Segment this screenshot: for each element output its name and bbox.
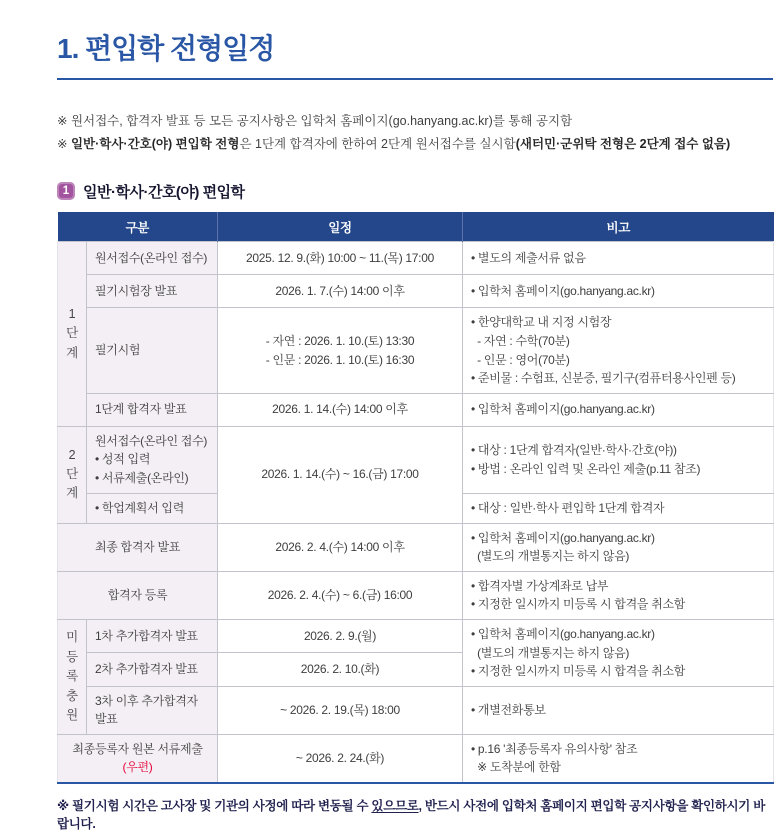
row-label: 3차 이후 추가합격자 발표 [87, 686, 218, 734]
row-remarks: • p.16 '최종등록자 유의사항' 참조 ※ 도착분에 한함 [463, 734, 774, 783]
col-header-schedule: 일정 [218, 212, 463, 242]
schedule-lines: - 자연 : 2026. 1. 10.(토) 13:30 - 인문 : 2026. 1. 10.(토) 16:30 [265, 333, 415, 367]
row-label: 최종 합격자 발표 [58, 523, 218, 571]
col-header-category: 구분 [58, 212, 218, 242]
section-number-badge: 1 [57, 182, 75, 200]
admission-schedule-table [57, 212, 774, 784]
row-schedule: 2026. 1. 7.(수) 14:00 이후 [218, 275, 463, 308]
row-label: 합격자 등록 [58, 571, 218, 619]
row-remarks: • 합격자별 가상계좌로 납부 • 지정한 일시까지 미등록 시 합격을 취소함 [463, 571, 774, 619]
row-schedule: 2026. 1. 14.(수) 14:00 이후 [218, 393, 463, 426]
row-schedule [218, 308, 463, 393]
stage-1-cell: 1 단 계 [58, 242, 87, 426]
row-remarks: • 입학처 홈페이지(go.hanyang.ac.kr) [463, 393, 774, 426]
row-schedule: 2026. 2. 4.(수) ~ 6.(금) 16:00 [218, 571, 463, 619]
footnote-pre: ※ 필기시험 시간은 고사장 및 기관의 사정에 따라 변동될 수 [57, 799, 372, 814]
row-remarks: • 한양대학교 내 지정 시험장 - 자연 : 수학(70분) - 인문 : 영어(70분) • 준비물 : 수험표, 신분증, 필기구(컴퓨터용사인펜 등) [463, 308, 774, 393]
row-label: 1단계 합격자 발표 [87, 393, 218, 426]
row-remarks: • 입학처 홈페이지(go.hanyang.ac.kr) (별도의 개별통지는 하지 않음) [463, 523, 774, 571]
row-label: • 학업계획서 입력 [87, 493, 218, 523]
row-remarks: • 대상 : 1단계 합격자(일반·학사·간호(야)) • 방법 : 온라인 입력 및 온라인 제출(p.11 참조) [463, 426, 774, 493]
row-label: 1차 추가합격자 발표 [87, 619, 218, 652]
document-page [0, 33, 782, 832]
stage-2-cell: 2 단 계 [58, 426, 87, 523]
notice-normal-phrase: 은 1단계 합격자에 한하여 2단계 원서접수를 실시함 [239, 136, 516, 151]
page-title: 1. 편입학 전형일정 [57, 33, 275, 64]
notice-line-1: ※ 원서접수, 합격자 발표 등 모든 공지사항은 입학처 홈페이지(go.hanyang.ac.kr)를 통해 공지함 [57, 114, 573, 129]
table-row [58, 571, 774, 619]
row-remarks: • 별도의 제출서류 없음 [463, 242, 774, 275]
row-remarks: • 대상 : 일반·학사 편입학 1단계 합격자 [463, 493, 774, 523]
section-header [57, 181, 773, 202]
table-row [58, 393, 774, 426]
table-row [58, 242, 774, 275]
table-row [58, 426, 774, 493]
notice-bold-phrase: 일반·학사·간호(야) 편입학 전형 [70, 136, 240, 151]
table-row [58, 523, 774, 571]
row-remarks: • 개별전화통보 [463, 686, 774, 734]
notice-marker: ※ [57, 136, 71, 151]
row-label-text: 최종등록자 원본 서류제출 [72, 741, 203, 756]
row-label: 원서접수(온라인 접수) [87, 242, 218, 275]
section-title: 일반·학사·간호(야) 편입학 [83, 183, 245, 201]
col-header-remarks: 비고 [463, 212, 774, 242]
table-row [58, 275, 774, 308]
row-schedule: 2026. 1. 14.(수) ~ 16.(금) 17:00 [218, 426, 463, 523]
footnote-post: , 반드시 사전에 입학처 홈페이지 편입학 공지사항을 확인하시기 바랍니다. [57, 799, 766, 832]
row-label: 2차 추가합격자 발표 [87, 653, 218, 686]
stage-waitlist-cell: 미 등 록 충 원 [58, 619, 87, 734]
row-remarks: • 입학처 홈페이지(go.hanyang.ac.kr) [463, 275, 774, 308]
row-schedule: ~ 2026. 2. 19.(목) 18:00 [218, 686, 463, 734]
row-schedule: 2026. 2. 4.(수) 14:00 이후 [218, 523, 463, 571]
table-row [58, 686, 774, 734]
footnote [57, 796, 773, 832]
footnote-underlined: 있으므로 [371, 799, 419, 814]
notice-line-2 [57, 133, 773, 155]
row-label-postal-red: (우편) [122, 760, 153, 775]
row-schedule: 2026. 2. 9.(월) [218, 619, 463, 652]
row-schedule: ~ 2026. 2. 24.(화) [218, 734, 463, 783]
notice-bold-paren: (새터민·군위탁 전형은 2단계 접수 없음) [515, 136, 731, 151]
row-schedule: 2026. 2. 10.(화) [218, 653, 463, 686]
notice-block [57, 110, 773, 155]
row-remarks: • 입학처 홈페이지(go.hanyang.ac.kr) (별도의 개별통지는 하지 않음) • 지정한 일시까지 미등록 시 합격을 취소함 [463, 619, 774, 686]
row-label: 필기시험 [87, 308, 218, 393]
row-label: 필기시험장 발표 [87, 275, 218, 308]
row-schedule: 2025. 12. 9.(화) 10:00 ~ 11.(목) 17:00 [218, 242, 463, 275]
row-label: 원서접수(온라인 접수) • 성적 입력 • 서류제출(온라인) [87, 426, 218, 493]
title-divider [57, 78, 773, 80]
table-header-row [58, 212, 774, 242]
table-row [58, 619, 774, 652]
table-row [58, 308, 774, 393]
